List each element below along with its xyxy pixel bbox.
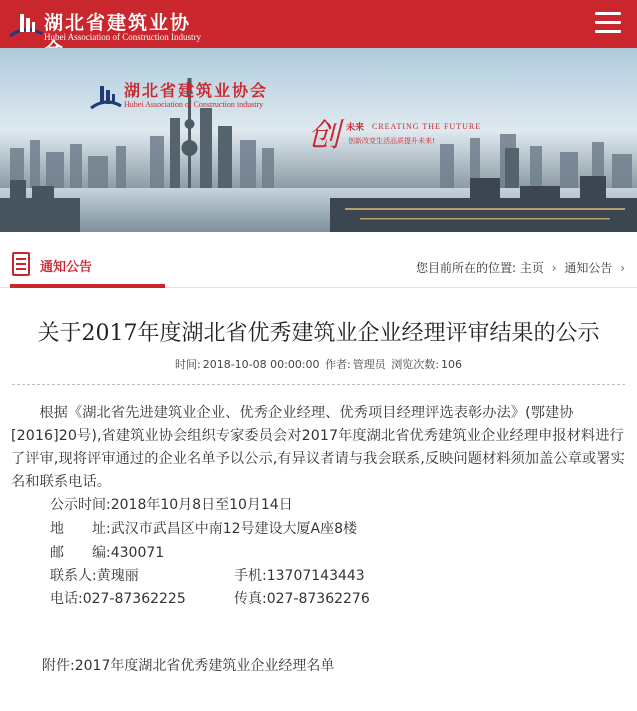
address-value: 武汉市武昌区中南12号建设大厦A座8楼: [110, 521, 358, 537]
breadcrumb-prefix: 您目前所在的位置:: [415, 261, 517, 275]
article-paragraph: 根据《湖北省先进建筑业企业、优秀企业经理、优秀项目经理评选表彰办法》(鄂建协[2016]20号),省建筑业协会组织专家委员会对2017年度湖北省优秀建筑业企业经理申报材料进行了评审,现将评审通过的企业名单予以公示,有异议者请与我会联系,反映问题材料须加盖公章或署实名和联系电话。: [11, 405, 625, 490]
banner-logo-title: 湖北省建筑业协会: [124, 81, 269, 100]
fax-label: 传真:: [234, 591, 267, 607]
logo-mark-icon: [90, 82, 122, 112]
top-header: [0, 0, 637, 48]
article-meta: [0, 356, 637, 372]
contact-row: [50, 565, 139, 585]
fax-value: 027-87362276: [266, 591, 370, 607]
document-icon: [12, 252, 30, 276]
logo-title: 湖北省建筑业协: [44, 12, 192, 34]
breadcrumb-current[interactable]: 通知公告: [564, 261, 613, 275]
phone-value: 027-87362225: [82, 591, 186, 607]
attachment-link[interactable]: 附件:2017年度湖北省优秀建筑业企业经理名单: [42, 658, 335, 674]
postcode-value: 430071: [110, 545, 165, 561]
article-title: 关于2017年度湖北省优秀建筑业企业经理评审结果的公示: [37, 321, 600, 346]
mobile-value: 13707143443: [266, 568, 365, 584]
hamburger-icon[interactable]: [595, 12, 623, 36]
banner-logo-subtitle: Hubei Association of Construction industry: [124, 100, 264, 109]
hero-banner: [0, 48, 637, 232]
chevron-right-icon: ›: [551, 261, 557, 275]
slogan-cn: 未来: [346, 123, 365, 133]
section-title: 通知公告: [40, 260, 93, 275]
slogan-subtitle: 创新改变生活品质提升未来!: [348, 137, 435, 145]
time-label: 时间:: [175, 358, 201, 371]
publish-time: 公示时间:2018年10月8日至10月14日: [50, 497, 293, 513]
views-label: 浏览次数:: [391, 358, 439, 371]
section-underline: [10, 284, 165, 288]
contact-value: 黄瑰丽: [96, 568, 139, 584]
postcode-row: [50, 542, 164, 562]
logo-mark-icon: [8, 10, 44, 40]
chevron-right-icon: ›: [620, 261, 625, 275]
phone-row: [50, 588, 186, 608]
logo-subtitle: Hubei Association of Construction Industry: [44, 32, 201, 42]
breadcrumb-home[interactable]: 主页: [519, 261, 544, 275]
slogan-en: CREATING THE FUTURE: [372, 122, 482, 131]
views-value: 106: [440, 358, 462, 371]
mobile-label: 手机:: [234, 568, 267, 584]
section-header: [0, 244, 637, 288]
author-value: 管理员: [352, 358, 386, 371]
banner-slogan: [308, 110, 508, 160]
author-label: 作者:: [325, 358, 351, 371]
address-label: 地 址:: [50, 521, 111, 537]
divider: [12, 384, 625, 385]
fax-row: [234, 588, 370, 608]
contact-label: 联系人:: [50, 568, 97, 584]
phone-label: 电话:: [50, 591, 83, 607]
banner-logo: [90, 78, 290, 122]
mobile-row: [234, 565, 365, 585]
time-value: 2018-10-08 00:00:00: [202, 358, 320, 371]
site-logo[interactable]: [8, 6, 208, 42]
slogan-calligraphy: 创: [308, 116, 341, 154]
postcode-label: 邮 编:: [50, 545, 111, 561]
article-body: [11, 402, 625, 494]
address-row: [50, 518, 357, 538]
breadcrumb: [416, 259, 629, 276]
